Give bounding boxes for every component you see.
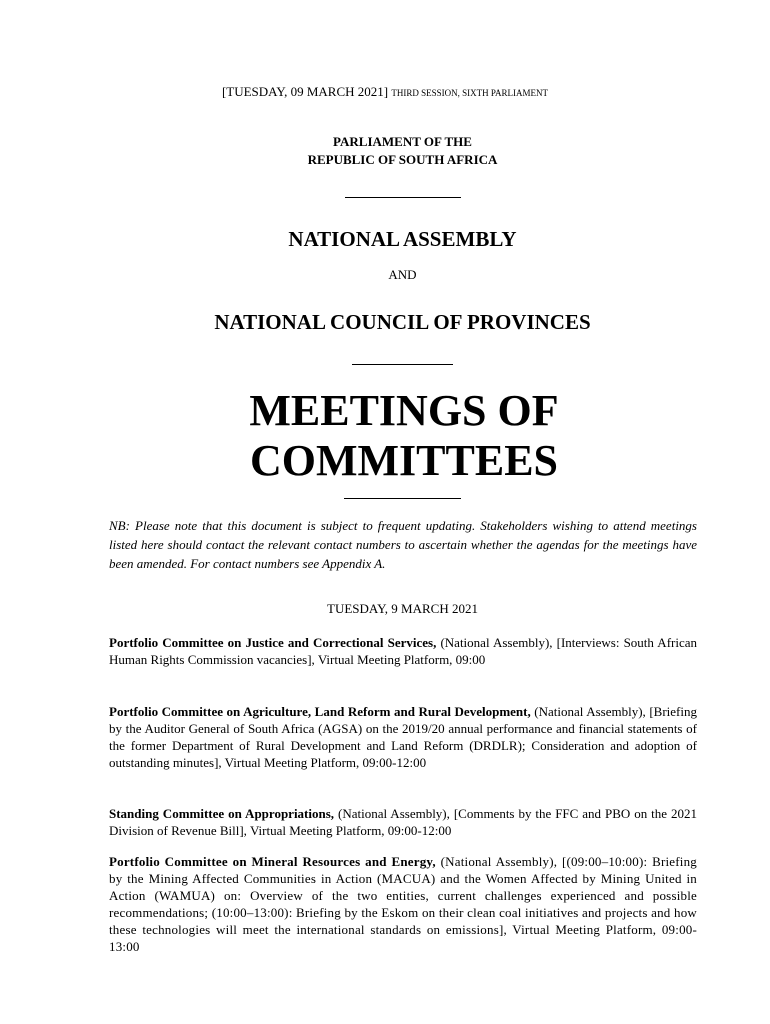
title-line-2: COMMITTEES bbox=[249, 436, 559, 485]
header-session: THIRD SESSION, SIXTH PARLIAMENT bbox=[391, 88, 549, 98]
header-date: [TUESDAY, 09 MARCH 2021] bbox=[221, 84, 389, 99]
house-national-assembly: NATIONAL ASSEMBLY bbox=[288, 227, 517, 251]
meeting-details: (National Assembly), [Briefing by the Auditor General of South Africa (AGSA) on the 2019/20 annual performance and financial statements of the former Department of Rural Development and Land Reform (DRDLR); Consideration and adoption of outstanding minutes], Virtual Meeting Platform, 09:00-12:00 bbox=[109, 704, 697, 770]
house-conjunction: AND bbox=[388, 267, 417, 282]
meeting-details: (National Assembly), [(09:00–10:00): Briefing by the Mining Affected Communities in Action (MACUA) and the Women Affected by Mining United in Action (WAMUA) on: Overview of the two entities, current challenges experienced and possible recommendations; (10:00–13:00): Briefing by the Eskom on their clean coal initiatives and projects and how these technologies will meet the international standards on emissions], Virtual Meeting Platform, 09:00-13:00 bbox=[109, 854, 697, 954]
meeting-entry bbox=[109, 703, 697, 771]
committee-name: Portfolio Committee on Justice and Correctional Services, bbox=[109, 635, 437, 650]
parliament-line-2: REPUBLIC OF SOUTH AFRICA bbox=[307, 152, 498, 167]
parliament-line-1: PARLIAMENT OF THE bbox=[333, 134, 472, 149]
update-note: NB: Please note that this document is subject to frequent updating. Stakeholders wishing to attend meetings listed here should contact the relevant contact numbers to ascertain whether the agendas for the meetings have been amended. For contact numbers see Appendix A. bbox=[109, 518, 697, 571]
divider-rule bbox=[352, 364, 453, 365]
meeting-entry bbox=[109, 853, 697, 955]
meeting-details: (National Assembly), [Interviews: South African Human Rights Commission vacancies], Virtual Meeting Platform, 09:00 bbox=[109, 635, 697, 667]
meeting-entry bbox=[109, 805, 697, 839]
parliament-heading bbox=[0, 133, 770, 169]
document-title bbox=[0, 386, 770, 486]
day-heading: TUESDAY, 9 MARCH 2021 bbox=[327, 601, 478, 616]
meeting-entry bbox=[109, 634, 697, 668]
divider-rule bbox=[345, 197, 461, 198]
committee-name: Portfolio Committee on Agriculture, Land Reform and Rural Development, bbox=[109, 704, 531, 719]
committee-name: Portfolio Committee on Mineral Resources and Energy, bbox=[109, 854, 436, 869]
house-ncop: NATIONAL COUNCIL OF PROVINCES bbox=[214, 310, 591, 334]
title-line-1: MEETINGS OF bbox=[249, 386, 559, 435]
meeting-details: (National Assembly), [Comments by the FFC and PBO on the 2021 Division of Revenue Bill], Virtual Meeting Platform, 09:00-12:00 bbox=[109, 806, 697, 838]
committee-name: Standing Committee on Appropriations, bbox=[109, 806, 335, 821]
divider-rule bbox=[344, 498, 461, 499]
session-header bbox=[0, 83, 770, 102]
